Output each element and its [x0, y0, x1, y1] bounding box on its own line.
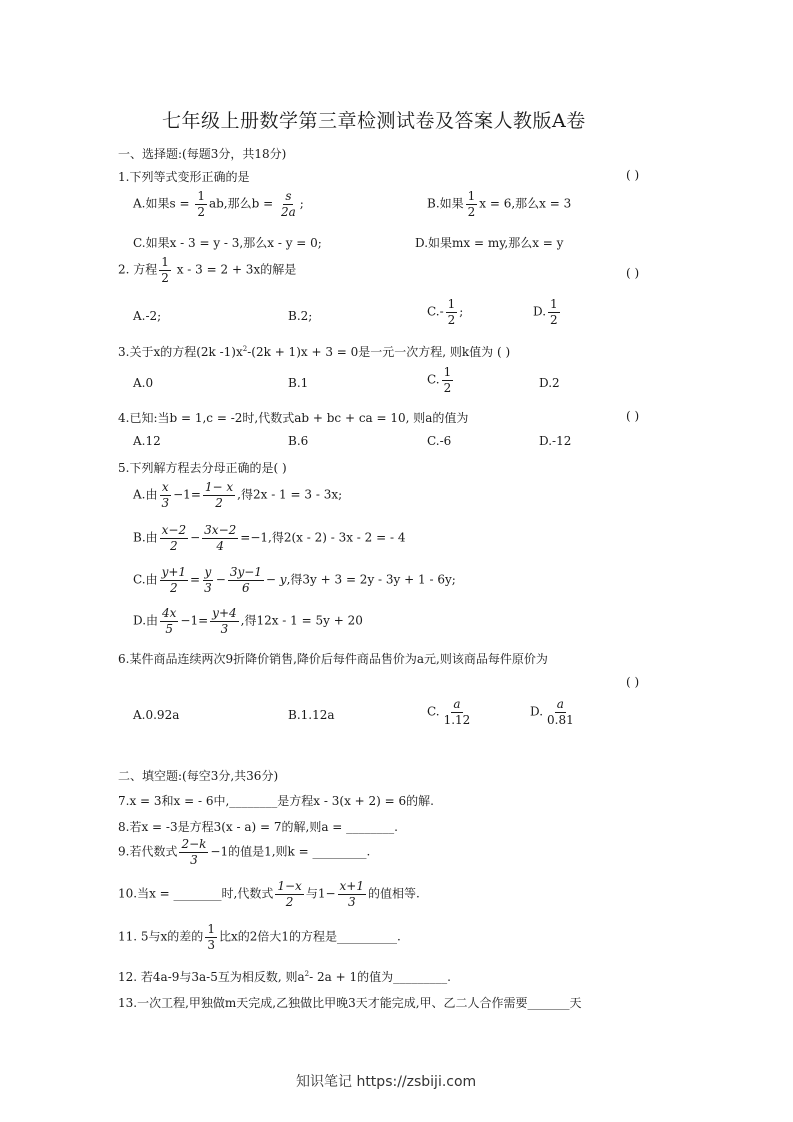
q4-option-c: C.-6	[427, 434, 452, 448]
q1-option-a: A.如果s = $\frac{1}{2}$ ab,那么b = $\frac{s}{2a}$ ;	[133, 189, 304, 219]
question-1-stem: 1.下列等式变形正确的是	[118, 170, 250, 184]
q3-option-b: B.1	[288, 376, 309, 390]
q2-option-b: B.2;	[288, 309, 313, 323]
question-13: 13.一次工程,甲独做m天完成,乙独做比甲晚3天才能完成,甲、乙二人合作需要_______天	[118, 996, 582, 1010]
question-12: 12. 若4a-9与3a-5互为相反数, 则$a^2-$ 2a + 1的值为_________.	[118, 970, 451, 984]
q1-option-b: B.如果 $\frac{1}{2}$ x = 6,那么x = 3	[427, 189, 572, 219]
answer-paren: ( )	[626, 168, 640, 182]
question-7: 7.x = 3和x = - 6中,________是方程x - 3(x + 2) = 6的解.	[118, 794, 434, 808]
footer-watermark: 知识笔记 https://zsbiji.com	[296, 1074, 477, 1090]
q5-option-d: D.由 $\frac{4x}{5}$ −1= $\frac{y+4}{3}$ ,得12x - 1 = 5y + 20	[133, 606, 363, 636]
q4-option-a: A.12	[133, 434, 161, 448]
q5-option-c: C.由 $\frac{y+1}{2}$ = $\frac{y}{3}$ − $\frac{3y-1}{6}$ − y,得3y + 3 = 2y - 3y + 1 - 6y;	[133, 565, 456, 595]
answer-paren: ( )	[626, 409, 640, 423]
q4-option-b: B.6	[288, 434, 309, 448]
question-10: 10.当x = ________时,代数式 $\frac{1-x}{2}$ 与1− $\frac{x+1}{3}$ 的值相等.	[118, 879, 420, 909]
question-2-stem: 2. 方程 $\frac{1}{2}$ x - 3 = 2 + 3x的解是	[118, 255, 297, 285]
question-3-stem: 3.关于x的方程(2k $-1)x^2-(2k + 1)x + 3 = 0$是一元一次方程, 则k值为 ( )	[118, 345, 511, 359]
q2-option-a: A.-2;	[133, 309, 162, 323]
section-heading-fill: 二、填空题:(每空3分,共36分)	[118, 769, 279, 783]
question-6-stem: 6.某件商品连续两次9折降价销售,降价后每件商品售价为a元,则该商品每件原价为	[118, 652, 548, 666]
q2-option-c: C.- $\frac{1}{2}$ ;	[427, 297, 464, 327]
section-heading-choice: 一、选择题:(每题3分，共18分)	[118, 147, 287, 161]
question-5-stem: 5.下列解方程去分母正确的是( )	[118, 461, 287, 475]
q1-option-d: D.如果mx = my,那么x = y	[415, 236, 564, 250]
q6-option-a: A.0.92a	[133, 708, 180, 722]
q1-option-c: C.如果x - 3 = y - 3,那么x - y = 0;	[133, 236, 322, 250]
q3-option-d: D.2	[539, 376, 560, 390]
question-8: 8.若x = -3是方程3(x - a) = 7的解,则a = ________.	[118, 820, 398, 834]
q5-option-a: A.由 $\frac{x}{3}$ −1= $\frac{1- x}{2}$ ,得2x - 1 = 3 - 3x;	[133, 480, 343, 510]
question-11: 11. 5与x的差的 $\frac{1}{3}$ 比x的2倍大1的方程是__________.	[118, 922, 401, 952]
q6-option-d: D. $\frac{a}{0.81}$	[530, 697, 574, 727]
q3-option-a: A.0	[133, 376, 154, 390]
q6-option-c: C. $\frac{a}{1.12}$	[427, 697, 471, 727]
q3-option-c: C. $\frac{1}{2}$	[427, 365, 452, 395]
answer-paren: ( )	[626, 675, 640, 689]
question-9: 9.若代数式 $\frac{2-k}{3}$ −1的值是1,则k = _________.	[118, 837, 371, 867]
question-4-stem: 4.已知:当b = 1,c = -2时,代数式ab + bc + ca = 10, 则a的值为	[118, 411, 469, 425]
q2-option-d: D. $\frac{1}{2}$	[533, 297, 558, 327]
q6-option-b: B.1.12a	[288, 708, 335, 722]
q4-option-d: D.-12	[539, 434, 572, 448]
page-title: 七年级上册数学第三章检测试卷及答案人教版A卷	[162, 110, 586, 132]
answer-paren: ( )	[626, 266, 640, 280]
q5-option-b: B.由 $\frac{x-2}{2}$ − $\frac{3x-2}{4}$ =−1,得2(x - 2) - 3x - 2 = - 4	[133, 523, 406, 553]
